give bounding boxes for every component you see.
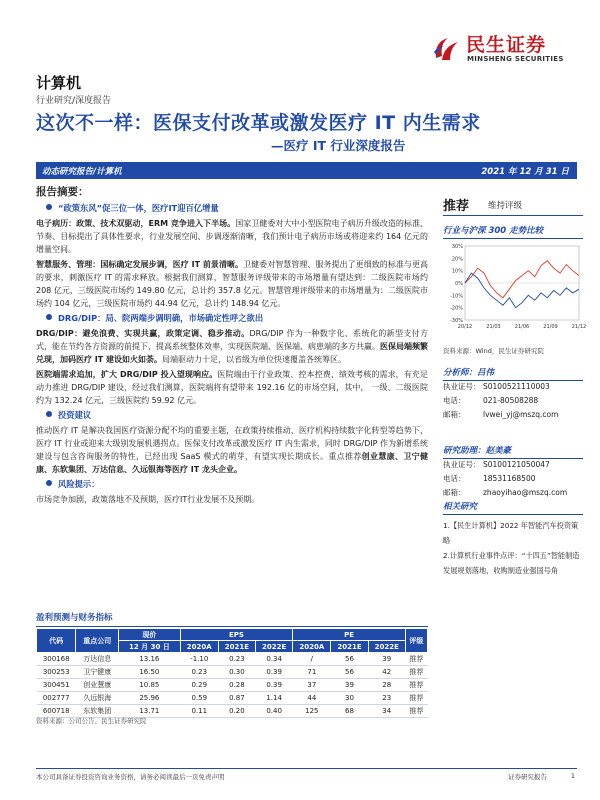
table-row: [37, 679, 428, 692]
th-pe: PE: [293, 629, 406, 641]
table-source: 资料来源：公司公告、民生证券研究院: [36, 717, 147, 725]
para-drg-text2: 局端驱动力十足，以省级为单位快速覆盖各统筹区。: [162, 355, 347, 364]
analyst-key: 执业证号：: [443, 382, 481, 391]
table-cell: 39: [368, 653, 405, 666]
table-cell: 久远银海: [76, 692, 119, 705]
table-cell: 0.39: [256, 666, 293, 679]
chart-source: 资料来源：Wind，民生证券研究院: [443, 347, 544, 355]
table-cell: 23: [368, 692, 405, 705]
analyst-key: 邮箱：: [443, 410, 466, 419]
brand-logo: [430, 30, 580, 70]
th-year: 2020A: [293, 641, 331, 653]
table-cell: 东软集团: [76, 705, 119, 718]
table-cell: 万达信息: [76, 653, 119, 666]
table-cell: 0.11: [180, 705, 218, 718]
para-drg-lead2: 医保局端频繁兑现，加码医疗 IT 建设如火如荼。: [36, 342, 428, 364]
table-cell: 0.28: [218, 679, 255, 692]
bullet-risk-text: 风险提示：: [58, 479, 100, 489]
series-line: [465, 261, 579, 298]
y-tick-label: 30%: [451, 244, 463, 250]
assistant-info: [443, 458, 583, 500]
table-cell: 0.39: [256, 679, 293, 692]
table-row: [37, 666, 428, 679]
table-row: [37, 653, 428, 666]
table-cell: 0.40: [256, 705, 293, 718]
industry-label: 计算机: [36, 74, 82, 92]
bullet-drg: [46, 312, 428, 325]
series-line: [465, 273, 579, 308]
th-eps: EPS: [180, 629, 293, 641]
table-cell: 13.16: [119, 653, 181, 666]
bullet-policy: [46, 202, 428, 215]
th-rating: 评级: [405, 629, 427, 653]
table-cell: 创业慧康: [76, 679, 119, 692]
para-smart: [36, 258, 428, 310]
analyst-row: [443, 380, 583, 394]
analyst-value: S0100521110003: [483, 382, 550, 391]
related-item[interactable]: 2.计算机行业事件点评：“十四五”智能制造发展规划落地，收购制造业强国号角: [443, 551, 580, 575]
bullet-dot-icon: [46, 314, 52, 320]
table-cell: 42: [368, 666, 405, 679]
table-cell: 推荐: [405, 666, 427, 679]
analyst-email[interactable]: lvwei_yj@mszq.com: [483, 410, 559, 419]
th-year: 2022E: [368, 641, 405, 653]
table-cell: 002777: [37, 692, 76, 705]
assistant-row: [443, 486, 583, 500]
table-cell: 0.34: [256, 653, 293, 666]
recommendation-box: [443, 194, 583, 216]
table-cell: 28: [368, 679, 405, 692]
y-tick-label: 20%: [451, 256, 463, 263]
table-cell: 34: [368, 705, 405, 718]
table-cell: 0.20: [218, 705, 255, 718]
x-tick-label: 21/09: [543, 324, 558, 330]
table-cell: 0.29: [180, 679, 218, 692]
th-year: 2022E: [256, 641, 293, 653]
assistant-email[interactable]: zhaoyihao@mszq.com: [483, 488, 568, 497]
para-risk: 市场竞争加剧，政策落地不及预期，医疗IT行业发展不及预期。: [36, 495, 260, 504]
para-drg-text: DRG/DIP 作为一种数字化、系统化的新型支付方式，能在节约各方资源的前提下，提高系统整体效率，实现医院端、医保端、病患端的多方共赢。: [36, 329, 428, 351]
bullet-invest-text: 投资建议: [58, 410, 92, 420]
analyst-row: [443, 394, 583, 408]
forecast-table-body: [37, 653, 428, 718]
table-cell: 10.85: [119, 679, 181, 692]
logo-en-text: MINSHENG SECURITIES: [467, 55, 564, 63]
assistant-key: 执业证号：: [443, 460, 481, 469]
table-cell: 300168: [37, 653, 76, 666]
assistant-heading: 研究助理：赵美豪: [443, 444, 583, 459]
analyst-info: [443, 380, 583, 422]
table-cell: 39: [331, 679, 368, 692]
summary-section: [36, 186, 428, 508]
y-tick-label: 10%: [451, 268, 463, 275]
table-cell: -1.10: [180, 653, 218, 666]
table-cell: 0.23: [218, 653, 255, 666]
page-footer: [36, 768, 577, 781]
table-cell: 56: [331, 653, 368, 666]
table-cell: 37: [293, 679, 331, 692]
table-cell: 0.30: [218, 666, 255, 679]
para-emr: [36, 217, 428, 256]
rec-label: 推荐: [443, 199, 470, 214]
logo-cn-text: 民生证券: [466, 34, 547, 56]
report-type: 行业研究/深度报告: [36, 96, 112, 106]
forecast-table-title: 盈利预测与财务指标: [36, 611, 428, 627]
table-cell: 68: [331, 705, 368, 718]
table-cell: 推荐: [405, 692, 427, 705]
info-bar: [36, 162, 577, 179]
table-cell: 1.14: [256, 692, 293, 705]
assistant-row: [443, 472, 583, 486]
th-year: 2020A: [180, 641, 218, 653]
table-cell: 56: [331, 666, 368, 679]
para-smart-text: 卫健委对智慧管理、服务提出了更细致的标准与更高的要求，刺激医疗 IT 的需求释放。根据我们测算，智慧服务评级带来的市场增量有望达到：二级医院市场约 208 亿元，三级医院市场约 149.80 亿元，总计约 357.8 亿元。智慧管理评级带来的市场增量为：二级医院市场约 104 亿元，三级医院市场约 44.94 亿元，总计约 148.94 亿元。: [36, 260, 428, 308]
bullet-invest: [46, 409, 428, 422]
bullet-dot-icon: [46, 411, 52, 417]
analyst-value: 021-80508288: [483, 396, 539, 405]
assistant-value: S0100121050047: [483, 460, 550, 469]
info-bar-left: 动态研究报告/计算机: [42, 167, 122, 177]
report-subtitle: —医疗 IT 行业深度报告: [271, 138, 406, 153]
analyst-row: [443, 408, 583, 422]
bullet-drg-text: DRG/DIP：局、院两端步调明确，市场确定性呼之欲出: [58, 313, 264, 323]
para-emr-lead: 电子病历：政策、技术双驱动，ERM 竞争进入下半场。: [36, 219, 236, 228]
table-cell: 推荐: [405, 705, 427, 718]
bullet-dot-icon: [46, 480, 52, 486]
related-item[interactable]: 1.【民生计算机】2022 年智能汽车投资策略: [443, 521, 579, 545]
assistant-key: 电话：: [443, 474, 466, 483]
table-row: [37, 692, 428, 705]
table-cell: 0.23: [180, 666, 218, 679]
y-tick-label: -20%: [450, 305, 463, 312]
th-year: 2021E: [331, 641, 368, 653]
table-cell: 30: [331, 692, 368, 705]
table-cell: 13.71: [119, 705, 181, 718]
related-heading: 相关研究: [443, 500, 583, 515]
para-emr-text: 国家卫健委对大中小型医院电子病历升级改造的标准、节奏、目标提出了具体性要求，行业发展空间、步调逐渐清晰，我们预计电子病历市场或将迎来约 164 亿元的增量空间。: [36, 219, 428, 254]
para-smart-lead: 智慧服务、管理：国标确定发展步调，医疗 IT 前景清晰。: [36, 260, 244, 269]
para-invest-text: 推动医疗 IT 是解决我国医疗资源分配不均的重要主题，在政策持续推动、医疗机构持续数字化转型等趋势下，医疗 IT 行业或迎来大级别发展机遇拐点。医保支付改革或激发医疗 IT 内生需求，同时 DRG/DIP 作为新增系统建设与包含咨询服务的特性，已经出现 SaaS 模式的萌芽，有望实现长期成长。重点推荐: [36, 426, 428, 461]
related-list: [443, 518, 583, 578]
para-hospital: [36, 368, 428, 407]
y-tick-label: -10%: [450, 293, 463, 300]
page-number: 1: [570, 772, 575, 780]
table-cell: 300253: [37, 666, 76, 679]
analyst-heading: 分析师：吕伟: [443, 366, 583, 381]
table-cell: 125: [293, 705, 331, 718]
bullet-policy-text: “政策东风”促三位一体，医疗IT迎百亿增量: [58, 203, 219, 213]
assistant-value: 18531168500: [483, 474, 536, 483]
logo-mark-icon: [430, 32, 462, 64]
forecast-table: [36, 628, 428, 718]
trend-chart: [443, 242, 587, 338]
table-cell: 25.96: [119, 692, 181, 705]
table-cell: 推荐: [405, 653, 427, 666]
x-tick-label: 21/06: [514, 324, 530, 330]
para-drg: [36, 327, 428, 366]
para-drg-lead: DRG/DIP：避免浪费、实现共赢，政策定调、稳步推动。: [36, 329, 250, 338]
x-tick-label: 21/03: [486, 324, 501, 330]
footer-label: 证券研究报告: [508, 773, 547, 781]
table-cell: 卫宁健康: [76, 666, 119, 679]
footer-disclaimer: 本公司具备证券投资咨询业务资格，请务必阅读最后一页免责声明: [36, 773, 225, 781]
table-cell: 推荐: [405, 679, 427, 692]
x-tick-label: 20/12: [457, 324, 473, 330]
report-title: 这次不一样：医保支付改革或激发医疗 IT 内生需求: [36, 112, 481, 134]
table-cell: 0.59: [180, 692, 218, 705]
table-cell: 44: [293, 692, 331, 705]
th-price: 现价: [119, 629, 181, 641]
table-cell: /: [293, 653, 331, 666]
para-hospital-lead: 医院端需求追加，扩大 DRG/DIP 投入望现响应。: [36, 370, 218, 379]
th-price-date: 12 月 30 日: [119, 641, 181, 653]
assistant-row: [443, 458, 583, 472]
th-year: 2021E: [218, 641, 255, 653]
table-cell: 0.87: [218, 692, 255, 705]
report-date: 2021 年 12 月 31 日: [481, 167, 569, 177]
chart-title: 行业与沪深 300 走势比较: [443, 224, 583, 239]
table-cell: 16.50: [119, 666, 181, 679]
th-code: 代码: [37, 629, 76, 653]
table-cell: 71: [293, 666, 331, 679]
para-invest-tail: 创业慧康、卫宁健康、东软集团、万达信息、久远银海等医疗 IT 龙头企业。: [36, 452, 428, 474]
y-tick-label: 0%: [455, 281, 463, 287]
th-company: 重点公司: [76, 629, 119, 653]
bullet-dot-icon: [46, 204, 52, 210]
rec-rating: 维持评级: [488, 201, 523, 211]
summary-heading: 报告摘要：: [36, 186, 89, 198]
para-invest: [36, 424, 428, 476]
table-cell: 300451: [37, 679, 76, 692]
para-hospital-text: 医院端由于行业政策、控本控费、绩效考核的需求，有充足动力推进 DRG/DIP 建设，经过我们测算，医院端将有望带来 192.16 亿的市场空间，其中， 一级、二级医院约为 132.24 亿元，三级医院约 59.92 亿元。: [36, 370, 429, 405]
bullet-risk: [46, 478, 428, 491]
x-tick-label: 21/12: [571, 324, 587, 330]
table-cell: 600718: [37, 705, 76, 718]
assistant-key: 邮箱：: [443, 488, 466, 497]
analyst-key: 电话：: [443, 396, 466, 405]
y-tick-label: -30%: [450, 318, 463, 324]
